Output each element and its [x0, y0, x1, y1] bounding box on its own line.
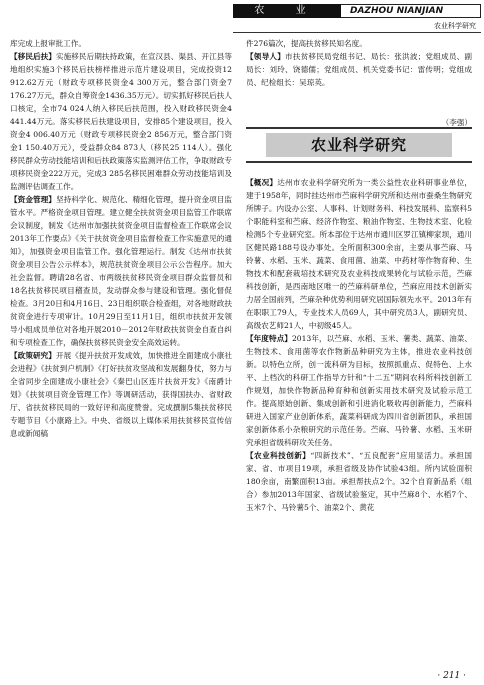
paragraph [10, 37, 232, 50]
paragraph-text: 实施移民后期扶持政策，在宣汉县、渠县、开江县等地组织实施3个移民后扶榜样推进示范片建设项目，完成投资12 912.62万元（财政专项移民资金4 300万元，整合部门资金7 176.27万元，群众自筹资金1436.35万元）。切实抓好移民后扶人口核定，全市74 024人纳入移民后扶范围，投入财政移民资金4 441.44万元。落实移民后扶建设项目，安排85个建设项目，投入资金4 006.40万元（财政专项移民资金2 856万元，整合部门资金1 150.40万元），受益群众84 873人（移民25 114人）。强化移民群众劳动技能培训和后扶政策落实监测评估工作，争取财政专项移民资金222万元，完成3 285名移民困难群众劳动技能培训及监测评估调查工作。 [10, 52, 233, 191]
paragraph-heading: 【年度特点】 [246, 334, 292, 343]
paragraph [10, 349, 232, 440]
section-label: 农 业 [233, 4, 341, 18]
paragraph-text: 库完成上报审批工作。 [10, 39, 86, 48]
paragraph-heading: 【资金管理】 [10, 195, 56, 204]
right-column-bottom [246, 176, 472, 514]
paragraph [10, 193, 232, 349]
paragraph-text: “四新技术”、“五良配套”应用显活力。承担国家、省、市项目19项，承担省级及协作试验43组。所内试验面积180余亩，南繁面积13亩。承担帮扶点2个。32个自育新品系（组合）参加2013年国家、省级试验鉴定，其中苎麻8个、水稻7个、玉米7个、马铃薯5个、油菜2个、黄花 [246, 451, 472, 512]
section-title: 农业科学研究 [266, 133, 452, 157]
paragraph-heading: 【领导人】 [246, 52, 286, 61]
signature: （李强） [441, 118, 472, 127]
right-column-top [246, 37, 472, 89]
paragraph-text: 市扶贫移民局党组书记、局长：张洪波；党组成员、副局长：刘玲、饶德儒；党组成员、机关党委书记：雷传明；党组成员、纪检组长：吴琼英。 [246, 52, 473, 87]
paragraph-heading: 【政策研究】 [10, 351, 56, 360]
subsection-label: 农业科学研究 [434, 22, 476, 30]
paragraph [246, 176, 472, 332]
paragraph-text: 达州市农业科学研究所为一类公益性农业科研事业单位，建于1958年，同时挂达州市苎麻科学研究所和达州市蚕桑生物研究所牌子。内设办公室、人事科、计划财务科、科技发展科、监察科5个职能科室和苎麻、经济作物室、粮油作物室、生物技术室、化验检测5个专业研究室。所本部位于达州市通川区罗江镇柳家坝，通川区健民路188号设办事处。全所面积300余亩，主要从事苎麻、马铃薯、水稻、玉米、蔬菜、食用菌、油菜、中药材等作物育种、生物技术和配套栽培技术研究及农业科技成果转化与试验示范，苎麻科技创新，是西南地区唯一的苎麻科研单位，苎麻应用技术创新实力居全国前列，苎麻杂种优势利用研究居国际领先水平。2013年有在职职工79人，专业技术人员69人，其中研究员3人，副研究员、高级农艺师21人，中初级45人。 [246, 178, 472, 330]
paragraph [246, 50, 472, 89]
left-column [10, 37, 232, 440]
section-banner [246, 127, 472, 163]
paragraph [246, 332, 472, 449]
journal-name: DAZHOU NIANJIAN [350, 6, 444, 16]
paragraph [246, 449, 472, 514]
paragraph-heading: 【农业科技创新】 [246, 451, 311, 460]
paragraph [10, 50, 232, 193]
paragraph-text: 坚持科学化、规范化、精细化管理，提升资金项目监管水平。严格资金项目管理。建立健全扶贫资金项目监管工作联席会议制度，制发《达州市加强扶贫资金项目监督检查工作联席会议2013年工作要点》《关于扶贫资金项目监督检查工作实施意见的通知》，加强资金项目监管工作。强化管理运行。制发《达州市扶贫资金项目公告公示样本》，规范扶贫资金项目公示公告程序。加大社会监督。聘请28名省、市两级扶贫移民资金项目群众监督员和18名扶贫移民项目稽查员，发动群众参与建设和管理。强化督促检查。3月20日和4月16日、23日组织联合检查组，对各地财政扶贫资金进行专项审计。10月29日至11月1日，组织市扶贫开发领导小组成员单位对各地开展2010－2012年财政扶贫资金自查自纠和专项检查工作，确保扶贫移民资金安全高效运转。 [10, 195, 233, 347]
paragraph-text: 2013年，以苎麻、水稻、玉米、薯类、蔬菜、油菜、生物技术、食用菌等农作物新品种研究为主体，推进农业科技创新。以特色立所，创一流科研为目标，按照抓重点、促特色、上水平、上档次的科研工作指导方针和“十二五”期间农科所科技创新工作规划，加快作物新品种育种和创新实用技术研究及试验示范工作。提高原始创新、集成创新和引进消化吸收再创新能力，苎麻科研进入国家产业创新体系，蔬菜科研成为四川省创新团队，承担国家创新体系小杂粮研究的示范任务。苎麻、马铃薯、水稻、玉米研究承担省级科研攻关任务。 [246, 334, 473, 447]
paragraph-text: 开展《提升扶贫开发成效，加快推进全面建成小康社会进程》《扶贫到户机制》《打好扶贫攻坚战和发展翻身仗，努力与全省同步全面建成小康社会》《秦巴山区连片扶贫开发》《南爵计划》《扶贫项目资金管理工作》等调研活动，获得国扶办、省财政厅、省扶贫移民局的一致好评和高度赞誉。完成撰制5集扶贫移民专题节目《小康路上》。中央、省级以上媒体采用扶贫移民宣传信息或新闻稿 [10, 351, 233, 438]
paragraph-heading: 【概况】 [246, 178, 278, 187]
paragraph-heading: 【移民后扶】 [10, 52, 56, 61]
header-rule [233, 32, 481, 33]
paragraph-text: 件276篇次，提高扶贫移民知名度。 [246, 39, 367, 48]
paragraph [246, 37, 472, 50]
page-number: · 211 · [437, 671, 466, 681]
